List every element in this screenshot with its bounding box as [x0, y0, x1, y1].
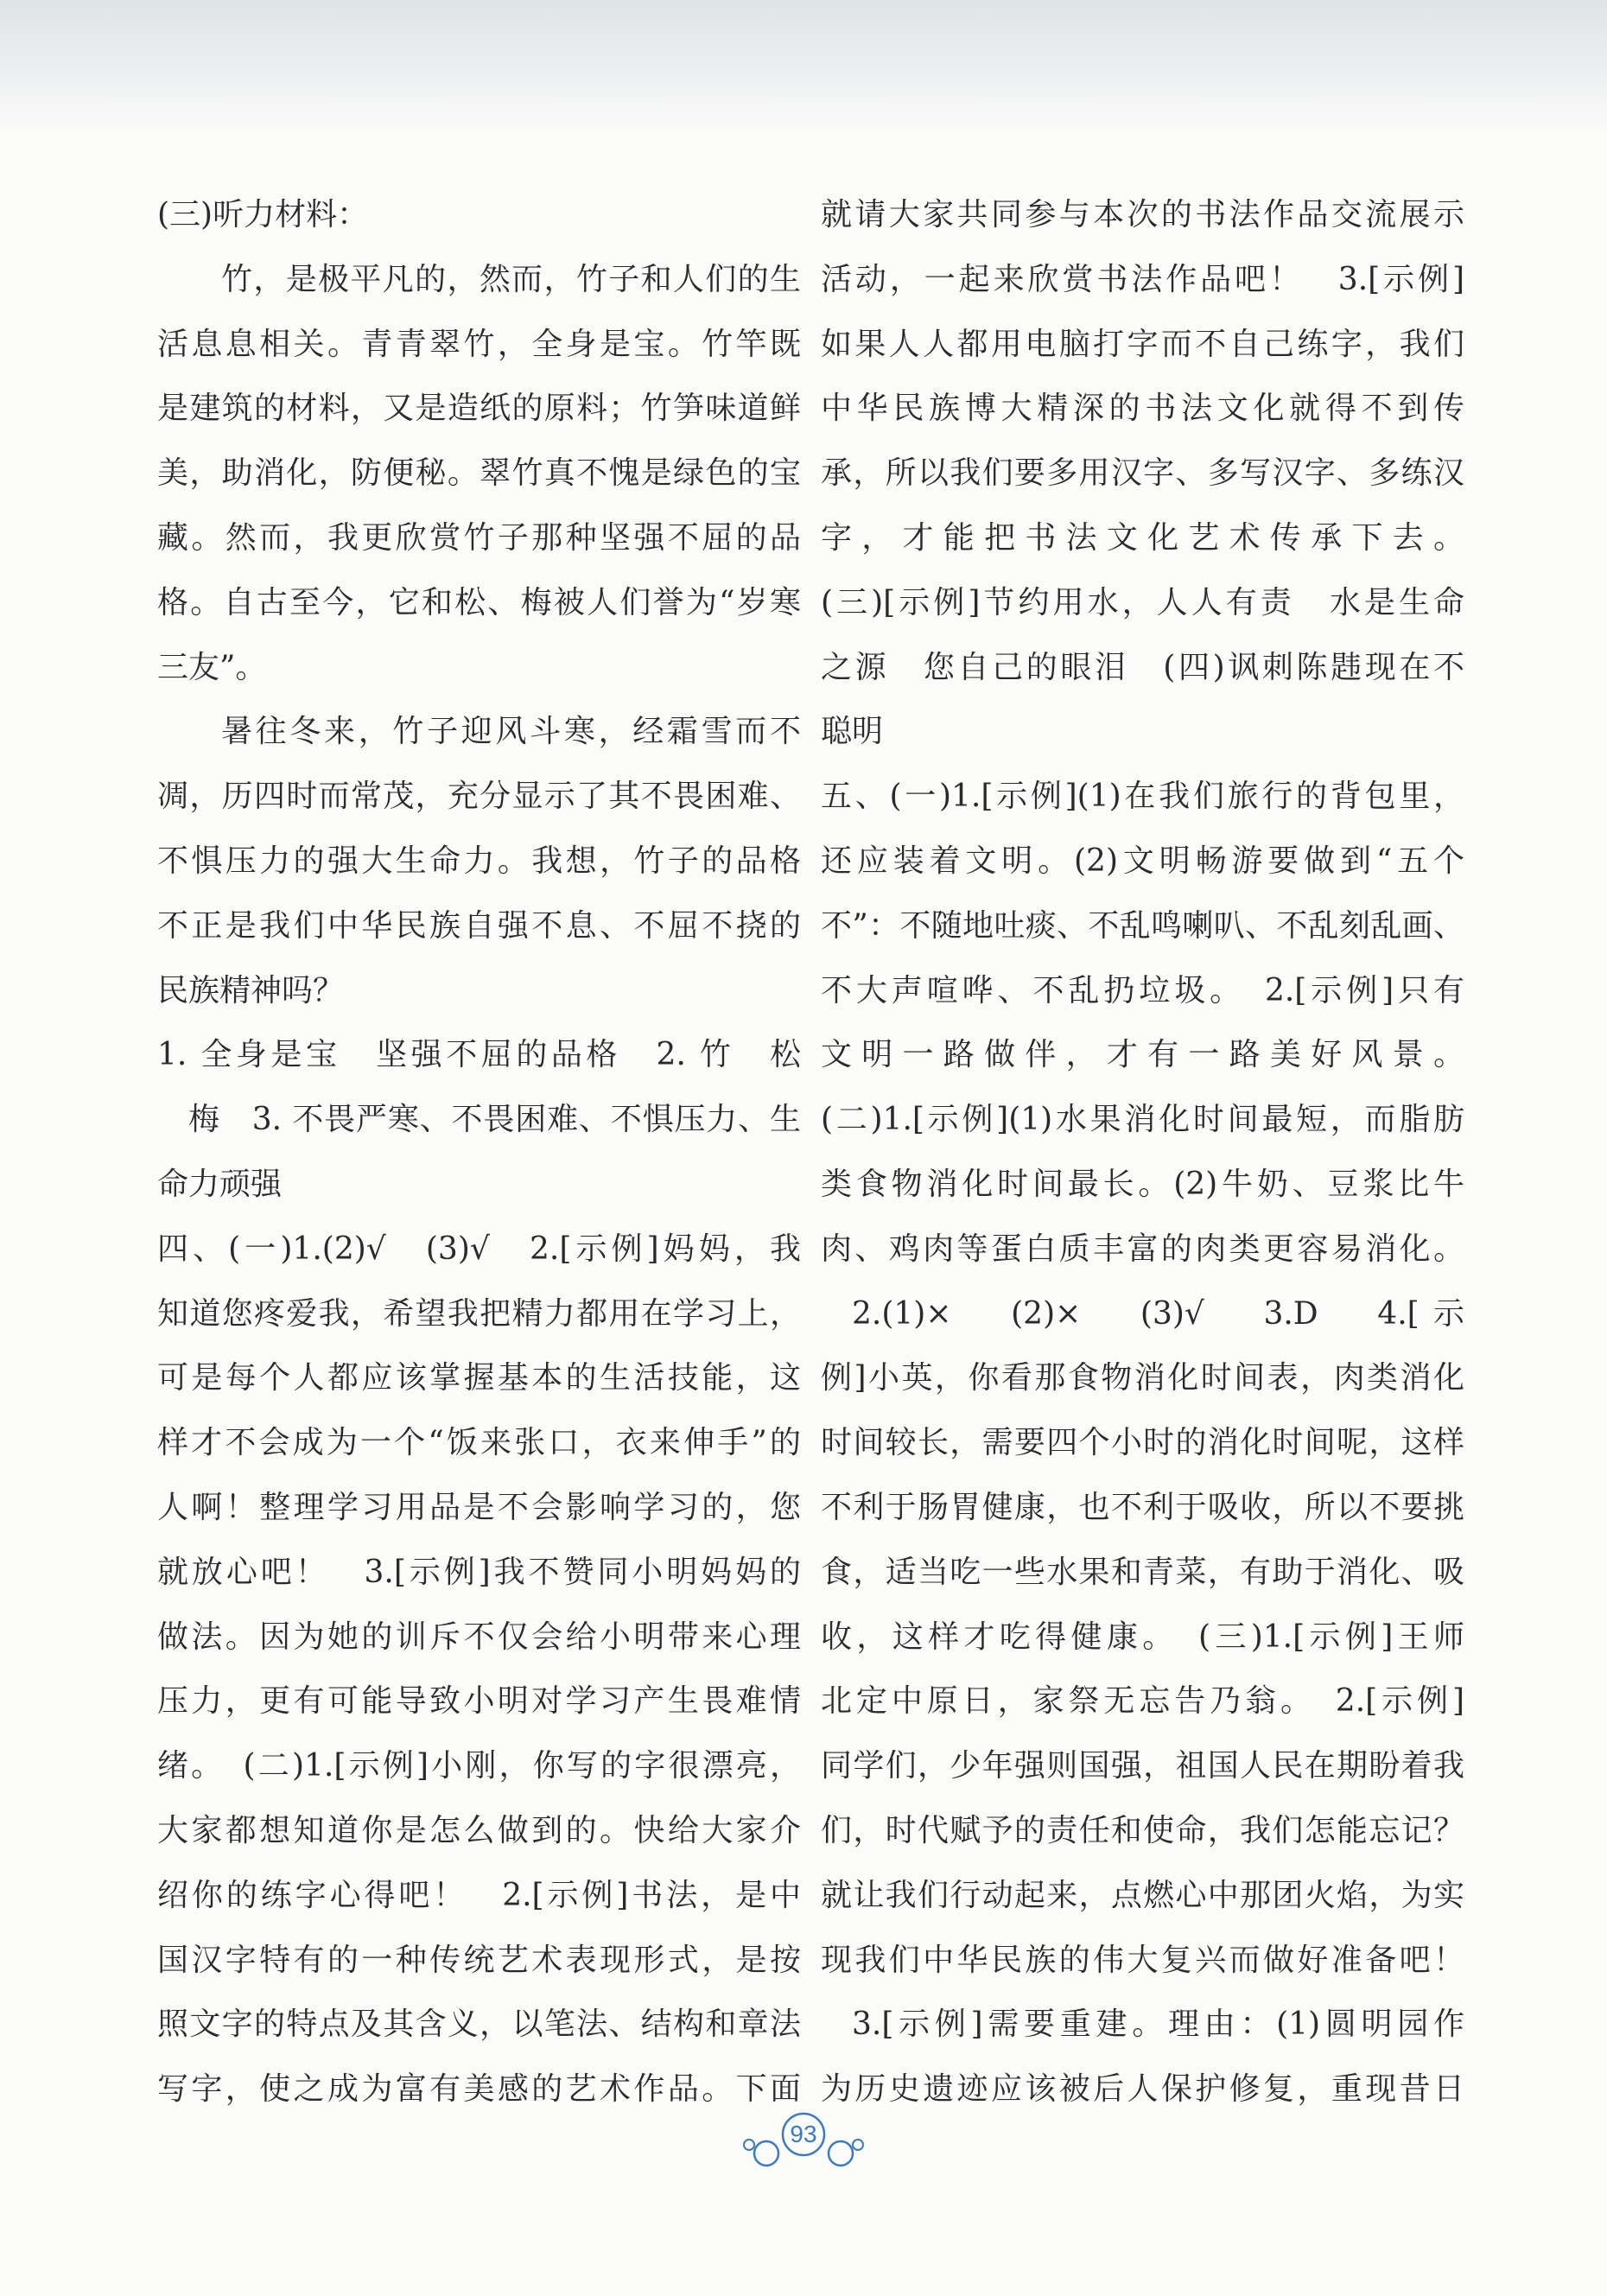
text-line: 格。自古至今，它和松、梅被人们誉为“岁寒 [157, 584, 801, 620]
text-line: 为历史遗迹应该被后人保护修复，重现昔日 [821, 2071, 1464, 2108]
text-line: 国汉字特有的一种传统艺术表现形式，是按 [157, 1942, 801, 1978]
text-line: 例]小英，你看那食物消化时间表，肉类消化 [821, 1360, 1464, 1396]
text-line: 凋，历四时而常茂，充分显示了其不畏困难、 [157, 779, 801, 815]
text-line: 字，才能把书法文化艺术传承下去。 [821, 519, 1464, 556]
text-line: 们，时代赋予的责任和使命，我们怎能忘记？ [821, 1812, 1464, 1848]
text-line: 2.(1)× (2)× (3)√ 3.D 4.[示 [852, 1295, 1464, 1332]
text-line: 之源 您自己的眼泪 (四)讽刺陈韪现在不 [821, 649, 1464, 685]
top-shadow-band [0, 0, 1607, 130]
text-line: 写字，使之成为富有美感的艺术作品。下面 [157, 2071, 801, 2108]
text-line: 不利于肠胃健康，也不利于吸收，所以不要挑 [821, 1489, 1464, 1525]
text-line: 还应装着文明。(2)文明畅游要做到“五个 [821, 843, 1464, 879]
text-line: 不”：不随地吐痰、不乱鸣喇叭、不乱刻乱画、 [821, 907, 1464, 944]
text-line: 收，这样才吃得健康。 (三)1.[示例]王师 [821, 1619, 1464, 1655]
text-line: 承，所以我们要多用汉字、多写汉字、多练汉 [821, 455, 1464, 492]
text-line: 命力顽强 [157, 1166, 283, 1202]
text-line: (三)听力材料： [157, 197, 369, 232]
text-line: 知道您疼爱我，希望我把精力都用在学习上， [157, 1295, 801, 1332]
text-line: 聪明 [821, 714, 884, 750]
text-line: 可是每个人都应该掌握基本的生活技能，这 [157, 1360, 801, 1396]
text-line: 五、(一)1.[示例](1)在我们旅行的背包里， [821, 779, 1464, 815]
text-line: 藏。然而，我更欣赏竹子那种坚强不屈的品 [157, 519, 801, 556]
text-line: 不大声喧哗、不乱扔垃圾。 2.[示例]只有 [821, 972, 1464, 1008]
left-column [157, 183, 801, 2122]
text-line: 3.[示例]需要重建。理由：(1)圆明园作 [852, 2007, 1464, 2043]
text-line: 时间较长，需要四个小时的消化时间呢，这样 [821, 1425, 1464, 1461]
text-line: 现我们中华民族的伟大复兴而做好准备吧！ [821, 1942, 1464, 1978]
text-line: 食，适当吃一些水果和青菜，有助于消化、吸 [821, 1554, 1464, 1590]
text-line: 样才不会成为一个“饭来张口，衣来伸手”的 [157, 1425, 801, 1461]
text-line: 绪。 (二)1.[示例]小刚，你写的字很漂亮， [157, 1748, 801, 1784]
text-line: 做法。因为她的训斥不仅会给小明带来心理 [157, 1619, 801, 1655]
text-line: 就请大家共同参与本次的书法作品交流展示 [821, 197, 1464, 232]
text-line: 类食物消化时间最长。(2)牛奶、豆浆比牛 [821, 1166, 1464, 1202]
text-line: 就让我们行动起来，点燃心中那团火焰，为实 [821, 1877, 1464, 1913]
text-line: 照文字的特点及其含义，以笔法、结构和章法 [157, 2007, 801, 2043]
right-column [821, 183, 1464, 2122]
text-line: 不惧压力的强大生命力。我想，竹子的品格 [157, 843, 801, 879]
text-line: 肉、鸡肉等蛋白质丰富的肉类更容易消化。 [821, 1231, 1464, 1267]
text-line: 竹，是极平凡的，然而，竹子和人们的生 [221, 261, 801, 297]
text-line: 大家都想知道你是怎么做到的。快给大家介 [157, 1812, 801, 1848]
text-line: 三友”。 [157, 649, 267, 685]
page-number: 93 [790, 2121, 817, 2147]
text-line: 绍你的练字心得吧！ 2.[示例]书法，是中 [157, 1877, 801, 1913]
text-line: 如果人人都用电脑打字而不自己练字，我们 [821, 326, 1464, 362]
text-line: (二)1.[示例](1)水果消化时间最短，而脂肪 [821, 1102, 1464, 1138]
text-line: 压力，更有可能导致小明对学习产生畏难情 [157, 1683, 801, 1720]
text-line: 四、(一)1.(2)√ (3)√ 2.[示例]妈妈，我 [157, 1231, 801, 1267]
text-line: 人啊！整理学习用品是不会影响学习的，您 [157, 1489, 801, 1525]
text-line: 美，助消化，防便秘。翠竹真不愧是绿色的宝 [157, 455, 801, 492]
text-line: 不正是我们中华民族自强不息、不屈不挠的 [157, 907, 801, 944]
page-number-badge [739, 2110, 868, 2171]
text-line: 北定中原日，家祭无忘告乃翁。 2.[示例] [821, 1683, 1464, 1720]
text-line: 是建筑的材料，又是造纸的原料；竹笋味道鲜 [157, 391, 801, 427]
text-line: (三)[示例]节约用水，人人有责 水是生命 [821, 584, 1464, 620]
text-line: 暑往冬来，竹子迎风斗寒，经霜雪而不 [221, 714, 801, 750]
text-line: 活息息相关。青青翠竹，全身是宝。竹竿既 [157, 326, 801, 362]
text-line: 民族精神吗？ [157, 972, 345, 1008]
text-line: 文明一路做伴，才有一路美好风景。 [821, 1037, 1464, 1073]
text-line: 就放心吧！ 3.[示例]我不赞同小明妈妈的 [157, 1554, 801, 1590]
text-line: 梅 3. 不畏严寒、不畏困难、不惧压力、生 [188, 1102, 801, 1138]
text-line: 中华民族博大精深的书法文化就得不到传 [821, 391, 1464, 427]
text-line: 1. 全身是宝 坚强不屈的品格 2. 竹 松 [157, 1037, 801, 1073]
text-line: 活动，一起来欣赏书法作品吧！ 3.[示例] [821, 261, 1464, 297]
text-line: 同学们，少年强则国强，祖国人民在期盼着我 [821, 1748, 1464, 1784]
